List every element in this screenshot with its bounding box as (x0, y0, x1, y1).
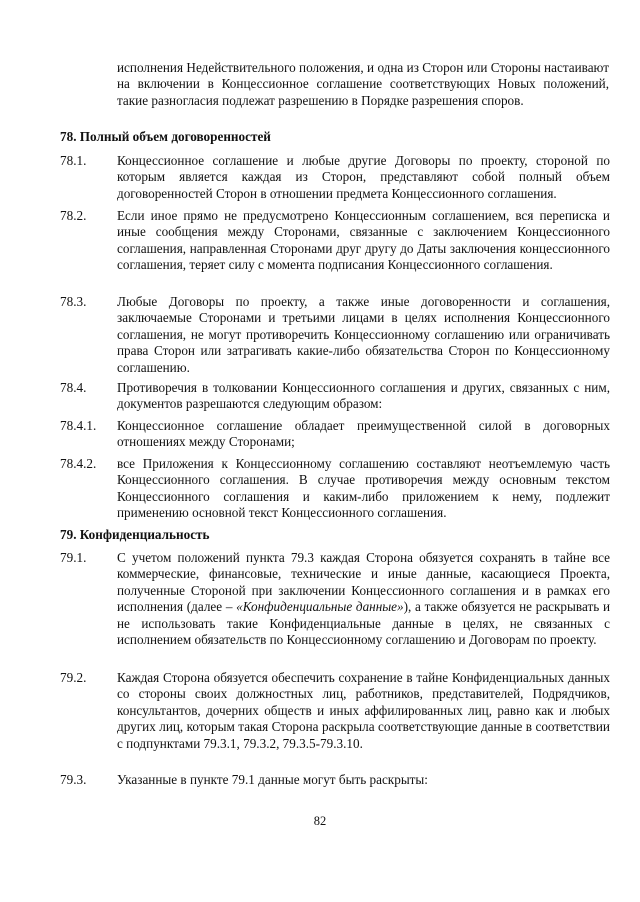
clause-79-2 (60, 670, 610, 752)
clause-text (117, 550, 610, 648)
clause-78-3 (60, 294, 610, 376)
clause-78-4-1 (60, 418, 610, 451)
clause-text: Указанные в пункте 79.1 данные могут быть раскрыты: (117, 772, 428, 787)
clause-text: Концессионное соглашение и любые другие Договоры по проекту, стороной по которым является каждая из Сторон, представляют собой полный объем договоренностей Сторон в отношении предмета Концессионного соглашения. (117, 153, 610, 201)
clause-number: 78.4. (60, 380, 87, 395)
clause-text: Каждая Сторона обязуется обеспечить сохранение в тайне Конфиденциальных данных со стороны своих должностных лиц, работников, представителей, Подрядчиков, консультантов, дочерних обществ и иных аффилированных лиц, равно как и любых других лиц, которым такая Сторона раскрыла соответствующие данные в соответствии с подпунктами 79.3.1, 79.3.2, 79.3.5-79.3.10. (117, 670, 610, 751)
clause-number: 78.4.2. (60, 456, 97, 471)
page-number: 82 (313, 814, 327, 828)
clause-number: 78.2. (60, 208, 87, 223)
clause-number: 78.1. (60, 153, 87, 168)
clause-text: Концессионное соглашение обладает преимущественной силой в договорных отношениях между Сторонами; (117, 418, 610, 450)
defined-term: «Конфиденциальные данные» (236, 599, 404, 615)
clause-number: 78.3. (60, 294, 87, 309)
clause-number: 78.4.1. (60, 418, 97, 433)
clause-number: 79.2. (60, 670, 87, 685)
section-79-heading: 79. Конфиденциальность (60, 527, 210, 542)
clause-78-2 (60, 208, 610, 274)
clause-text-part: С учетом положений пункта 79.3 каждая Сторона обязуется сохранять в тайне все коммерческие, финансовые, технические и иные данные, касающиеся Проекта, полученные Стороной при заключении Концессионного соглашения и в рамках его исполнения (далее – (117, 550, 610, 615)
clause-79-3 (60, 772, 610, 788)
clause-text: Если иное прямо не предусмотрено Концессионным соглашением, вся переписка и иные сообщения между Сторонами, связанные с заключением Концессионного соглашения, направленная Сторонами друг другу до Даты заключения концессионного соглашения, теряет силу с момента подписания Концессионного соглашения. (117, 208, 610, 273)
clause-text: Любые Договоры по проекту, а также иные договоренности и соглашения, заключаемые Сторонами и третьими лицами в целях исполнения Концессионного соглашения, не могут противоречить Концессионному соглашению или ограничивать права Сторон или затрагивать какие-либо обязательства Сторон по Концессионному соглашению. (117, 294, 610, 375)
clause-79-1 (60, 550, 610, 648)
section-78-heading: 78. Полный объем договоренностей (60, 129, 271, 144)
clause-number: 79.3. (60, 772, 87, 787)
clause-number: 79.1. (60, 550, 87, 565)
clause-text: Противоречия в толковании Концессионного соглашения и других, связанных с ним, документов разрешаются следующим образом: (117, 380, 610, 412)
clause-78-4 (60, 380, 610, 413)
clause-78-1 (60, 153, 610, 202)
clause-78-4-2 (60, 456, 610, 522)
clause-text-part: ), а также обязуется не раскрывать и не использовать такие Конфиденциальные данные в целях, не связанных с исполнением обязательств по Концессионному соглашению и Договорам по проекту. (117, 599, 611, 648)
intro-paragraph: исполнения Недействительного положения, и одна из Сторон или Стороны настаивают на включении в Концессионное соглашение соответствующих Новых положений, такие разногласия подлежат разрешению в Порядке разрешения споров. (117, 60, 609, 108)
clause-text: все Приложения к Концессионному соглашению составляют неотъемлемую часть Концессионного соглашения. В случае противоречия между основным текстом Концессионного соглашения и каким-либо приложением к нему, подлежит применению основной текст Концессионного соглашения. (117, 456, 610, 521)
